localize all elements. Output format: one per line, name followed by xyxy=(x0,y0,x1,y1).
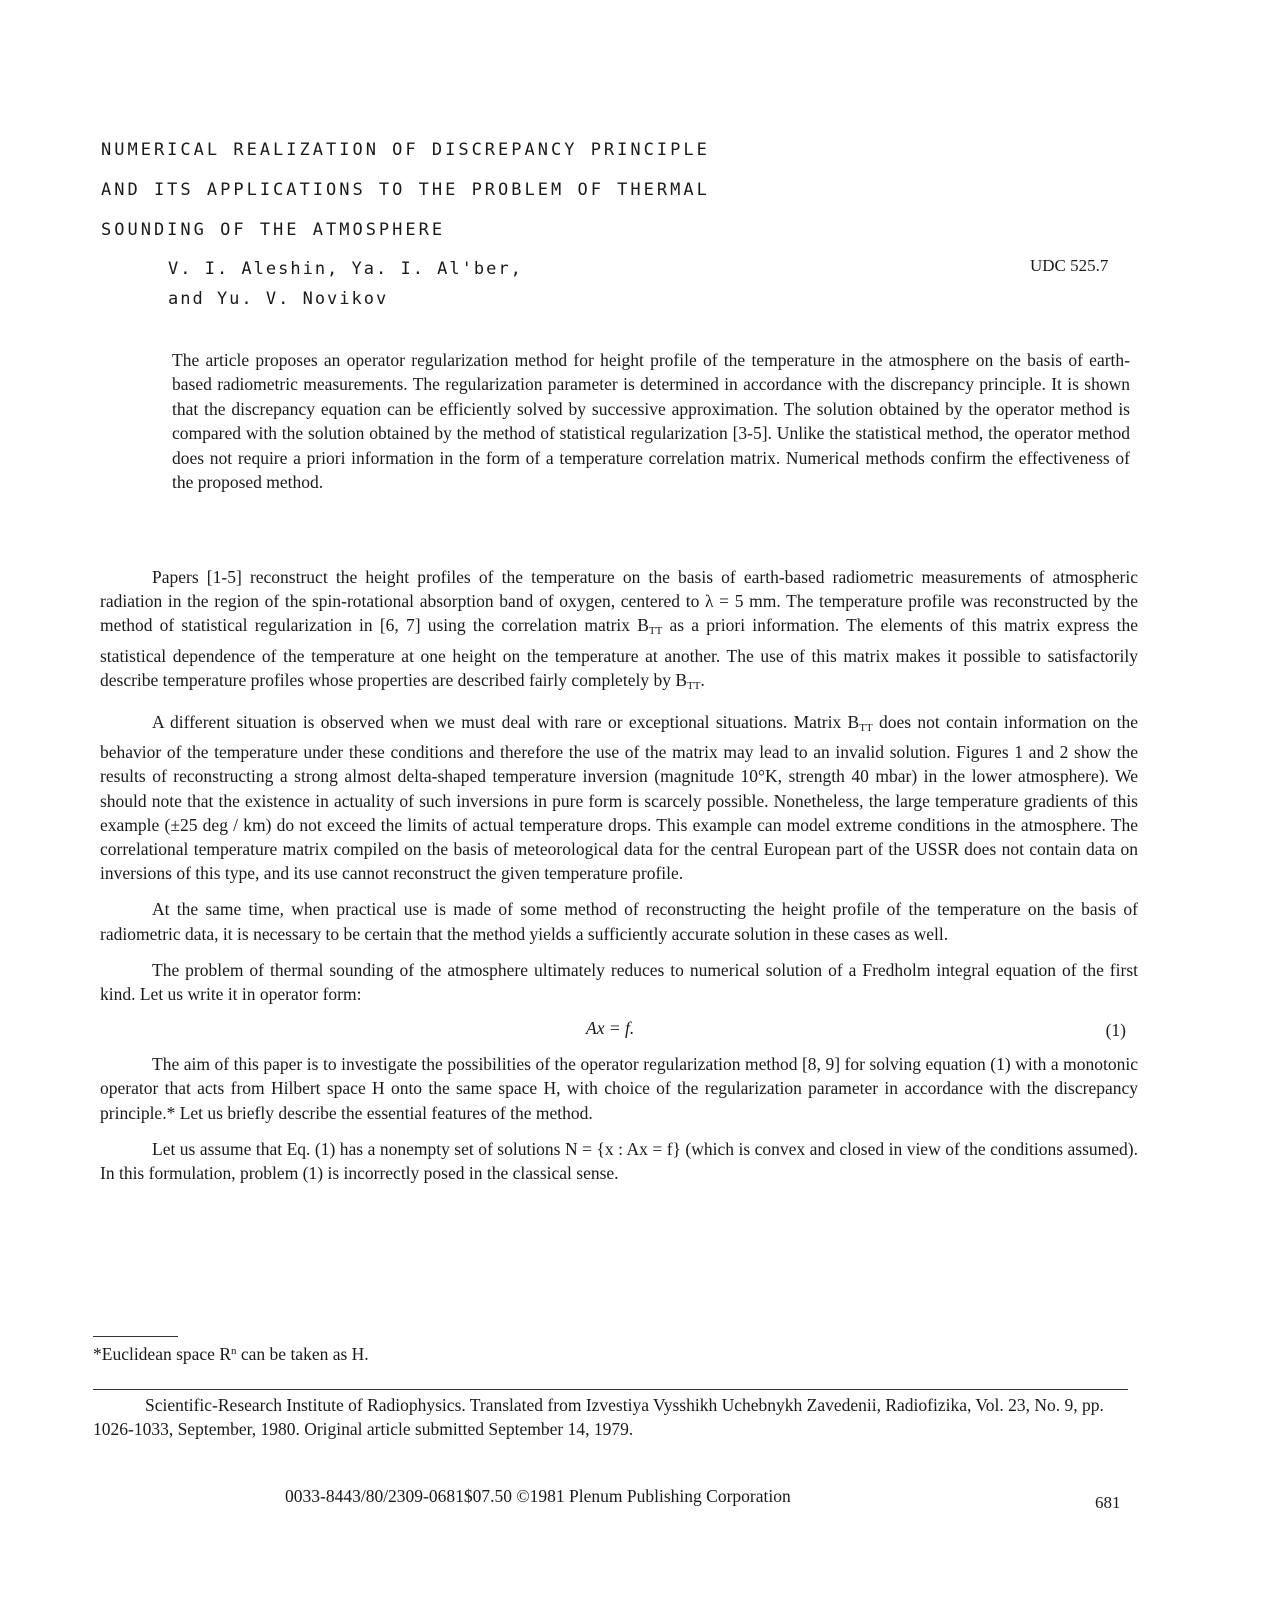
affiliation-note: Scientific-Research Institute of Radiophysics. Translated from Izvestiya Vysshikh Uchebnykh Zavedenii, Radiofizika, Vol. 23, No. 9, pp. 1026-1033, September, 1980. Original article submitted September 14, 1979. xyxy=(93,1395,1104,1439)
title-line-2: AND ITS APPLICATIONS TO THE PROBLEM OF THERMAL xyxy=(101,180,710,200)
abstract: The article proposes an operator regularization method for height profile of the temperature in the atmosphere on the basis of earth-based radiometric measurements. The regularization parameter is determined in accordance with the discrepancy principle. It is shown that the discrepancy equation can be efficiently solved by successive approximation. The solution obtained by the operator method is compared with the solution obtained by the method of statistical regularization [3-5]. Unlike the statistical method, the operator method does not require a priori information in the form of a temperature correlation matrix. Numerical methods confirm the effectiveness of the proposed method. xyxy=(172,350,1130,493)
body-paragraph-3: At the same time, when practical use is made of some method of reconstructing the height profile of the temperature on the basis of radiometric data, it is necessary to be certain that the method yields a sufficiently accurate solution in these cases as well. xyxy=(100,899,1138,944)
p2-text-a: A different situation is observed when we must deal with rare or exceptional situations. Matrix B xyxy=(152,712,860,733)
equation-number: (1) xyxy=(1105,1020,1126,1041)
article-body xyxy=(100,565,1138,1197)
footnote-text-b: can be taken as H. xyxy=(236,1344,369,1364)
p1-subscript-2: TT xyxy=(687,679,701,692)
footnote xyxy=(93,1344,369,1365)
footnote-text-a: *Euclidean space R xyxy=(93,1344,232,1364)
body-paragraph-5: The aim of this paper is to investigate the possibilities of the operator regularization method [8, 9] for solving equation (1) with a monotonic operator that acts from Hilbert space H onto the same space H, with choice of the regularization parameter in accordance with the discrepancy principle.* Let us briefly describe the essential features of the method. xyxy=(100,1054,1138,1123)
title-line-3: SOUNDING OF THE ATMOSPHERE xyxy=(101,220,446,240)
affiliation-divider xyxy=(93,1389,1128,1390)
p2-text-b: does not contain information on the behavior of the temperature under these conditions and therefore the use of the matrix may lead to an invalid solution. Figures 1 and 2 show the results of reconstructing a strong almost delta-shaped temperature inversion (magnitude 10°K, strength 40 mbar) in the lower atmosphere). We should note that the existence in actuality of such inversions in pure form is scarcely possible. Nonetheless, the large temperature gradients of this example (±25 deg / km) do not exceed the limits of actual temperature drops. This example can model extreme conditions in the atmosphere. The correlational temperature matrix compiled on the basis of meteorological data for the central European part of the USSR does not contain data on inversions of this type, and its use cannot reconstruct the given temperature profile. xyxy=(100,712,1139,884)
udc-code: UDC 525.7 xyxy=(1030,256,1109,275)
authors-line-1: V. I. Aleshin, Ya. I. Al'ber, xyxy=(168,259,523,279)
body-paragraph-4: The problem of thermal sounding of the atmosphere ultimately reduces to numerical solution of a Fredholm integral equation of the first kind. Let us write it in operator form: xyxy=(100,959,1138,1005)
footnote-superscript: n xyxy=(231,1345,237,1357)
p1-text-c: . xyxy=(700,669,705,690)
title-line-1: NUMERICAL REALIZATION OF DISCREPANCY PRINCIPLE xyxy=(101,140,710,160)
p1-text-a: Papers [1-5] reconstruct the height profiles of the temperature on the basis of earth-based radiometric measurements of atmospheric radiation in the region of the spin-rotational absorption band of oxygen, centered to λ = 5 mm. The temperature profile was reconstructed by the method of statistical regularization in [6, 7] using the correlation matrix B xyxy=(100,567,1138,636)
p1-subscript-1: TT xyxy=(648,625,663,638)
copyright-footer: 0033-8443/80/2309-0681$07.50 ©1981 Plenum Publishing Corporation xyxy=(285,1486,791,1506)
body-paragraph-1 xyxy=(100,565,1138,698)
equation-text: Ax = f. xyxy=(586,1018,635,1039)
p2-subscript: TT xyxy=(859,722,873,735)
footnote-divider xyxy=(93,1336,178,1337)
p1-text-b: as a priori information. The elements of this matrix express the statistical dependence of the temperature at one height on the temperature at another. The use of this matrix makes it possible to satisfactorily describe temperature profiles whose properties are described fairly completely by B xyxy=(100,615,1138,690)
body-paragraph-6: Let us assume that Eq. (1) has a nonempty set of solutions N = {x : Ax = f} (which is convex and closed in view of the conditions assumed). In this formulation, problem (1) is incorrectly posed in the classical sense. xyxy=(100,1138,1138,1184)
body-paragraph-2 xyxy=(100,710,1138,885)
equation-1 xyxy=(100,1016,1138,1042)
author-list xyxy=(168,254,523,314)
page-number: 681 xyxy=(1095,1493,1121,1512)
authors-line-2: and Yu. V. Novikov xyxy=(168,289,389,309)
article-title xyxy=(101,130,1001,250)
